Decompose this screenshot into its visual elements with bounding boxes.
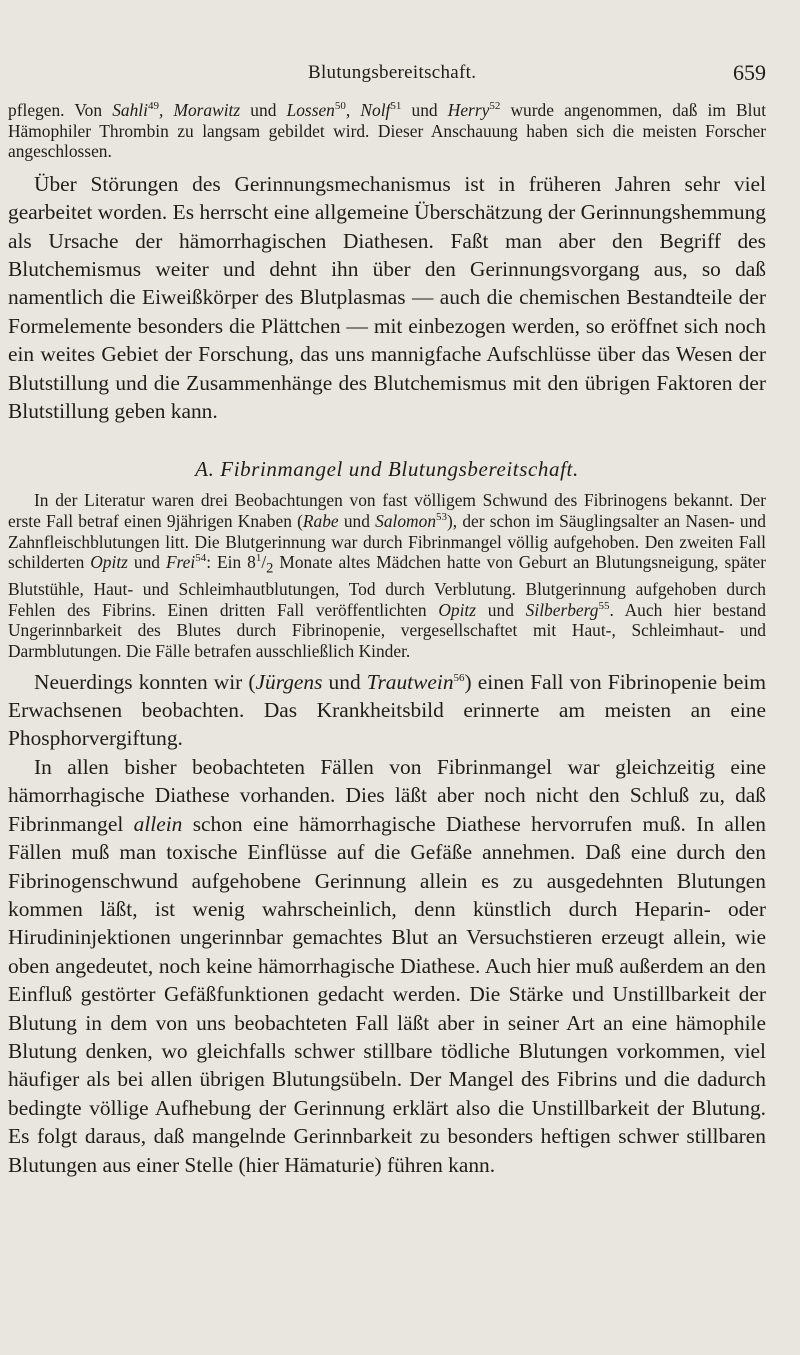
text-run: und <box>476 599 526 620</box>
footnote-ref: 50 <box>334 100 346 113</box>
page-number: 659 <box>733 60 766 85</box>
text-run: ), der schon im Säuglingsalter an Nasen- und Zahnfleischblutungen litt. Die Blutgerinnung war durch Fibrinmangel völlig aufgehoben. Den zweiten Fall schilderten <box>8 511 766 573</box>
author-name: Nolf <box>360 100 391 120</box>
footnote-ref: 49 <box>147 100 159 113</box>
text-run: wurde angenommen, daß im Blut Hämophiler Thrombin zu langsam gebildet wird. Dieser Anschauung haben sich die meisten Forscher angeschlossen. <box>8 100 767 162</box>
text-run: und <box>401 100 448 120</box>
text-run: und <box>240 100 287 120</box>
author-name: Trautwein <box>366 669 454 694</box>
text-run: und <box>127 552 166 573</box>
paragraph-continuation <box>8 100 766 162</box>
paragraph-literatur: In der Literatur waren drei Beobachtungen von fast völligem Schwund des Fibrinogens bekannt. Der erste Fall betraf einen 9jährigen Knaben (Rabe und Salomon$^{53}$), der schon im Säuglingsalter an Nasen- und Zahnfleischblutungen litt. Die Blutgerinnung war durch Fibrinmangel völlig aufgehoben. Den zweiten Fall schilderten Opitz und Frei$^{54}$: Ein $8^1/_2$ Monate altes Mädchen hatte von Geburt an Blutungsneigung, später Blutstühle, Haut- und Schleimhautblutungen, Tod durch Verblutung. Blutgerinnung aufgehoben durch Fehlen des Fibrins. Einen dritten Fall veröffentlichten Opitz und Silberberg$^{55}$. Auch hier bestand Ungerinnbarkeit des Blutes durch Fibrinopenie, vergesellschaftet mit Haut-, Schleimhaut- und Darmblutungen. Die Fälle betrafen ausschließlich Kinder. <box>8 490 766 662</box>
text-run: Neuerdings konnten wir ( <box>34 669 256 694</box>
text-run: . Auch hier bestand Ungerinnbarkeit des Blutes durch Fibrinopenie, vergesellschaftet mit Haut-, Schleimhaut- und Darmblutungen. Die Fälle betrafen ausschließlich Kinder. <box>8 599 766 662</box>
page-header <box>8 60 766 100</box>
text-run: In allen bisher beobachteten Fällen von Fibrinmangel war gleichzeitig eine hämorrhagische Diathese vorhanden. Dies läßt aber noch nicht den Schluß zu, daß Fibrinmangel <box>8 754 766 836</box>
text-run: und <box>322 669 367 694</box>
paragraph-neuerdings <box>8 668 766 753</box>
emphasis: allein <box>133 811 183 836</box>
text-run: und <box>338 511 376 532</box>
footnote-ref: 56 <box>453 671 465 684</box>
footnote-ref: 53 <box>436 511 448 524</box>
author-name: Opitz <box>90 552 128 573</box>
author-name: Jürgens <box>255 669 323 694</box>
author-name: Herry <box>447 100 490 120</box>
footnote-ref: 55 <box>598 600 610 613</box>
section-heading: A. Fibrinmangel und Blutungsbereitschaft. <box>195 457 579 482</box>
paragraph-gerinnung: Über Störungen des Gerinnungsmechanismus ist in früheren Jahren sehr viel gearbeitet worden. Es herrscht eine allgemeine Überschätzung der Gerinnungshemmung als Ursache der hämorrhagischen Diathesen. Faßt man aber den Begriff des Blutchemismus weiter und dehnt ihn über den Gerinnungsvorgang aus, so daß namentlich die Eiweißkörper des Blutplasmas — auch die chemischen Bestandteile der Formelemente besonders die Plättchen — mit einbezogen werden, so eröffnet sich noch ein weites Gebiet der Forschung, das uns mannigfache Aufschlüsse über das Wesen der Blutstillung und die Zusammenhänge des Blutchemismus mit den übrigen Faktoren der Blutstillung geben kann. <box>8 171 766 424</box>
text-run: , <box>158 100 174 120</box>
author-name: Opitz <box>438 599 477 620</box>
author-name: Salomon <box>375 511 437 532</box>
running-head: Blutungsbereitschaft. <box>308 62 477 83</box>
author-name: Sahli <box>112 100 148 120</box>
author-name: Frei <box>165 552 196 573</box>
author-name: Rabe <box>302 511 339 532</box>
footnote-ref: 54 <box>195 552 207 565</box>
footnote-ref: 51 <box>390 100 402 113</box>
footnote-ref: 52 <box>489 100 501 113</box>
fraction-denominator: 2 <box>266 560 274 577</box>
text-run: ) einen Fall von Fibrinopenie beim Erwachsenen beobachten. Das Krankheitsbild erinnerte am meisten an eine Phosphorvergiftung. <box>8 669 766 751</box>
spacer <box>8 162 766 170</box>
fraction-numerator: 1 <box>255 552 262 565</box>
text-run: In der Literatur waren drei Beobachtungen von fast völligem Schwund des Fibrinogens bekannt. Der erste Fall betraf einen 9jährigen Knaben ( <box>8 490 766 532</box>
author-name: Lossen <box>286 100 335 120</box>
text-run: schon eine hämorrhagische Diathese hervorrufen muß. In allen Fällen muß man toxische Einflüsse auf die Gefäße annehmen. Daß eine durch den Fibrinogenschwund aufgehobene Gerinnung allein es zu ausgedehnten Blutungen kommen läßt, ist wenig wahrscheinlich, denn künstlich durch Heparin- oder Hirudininjektionen ungerinnbar gemachtes Blut an Versuchstieren erzeugt allein, wie oben angedeutet, noch keine hämorrhagische Diathese. Auch hier muß außerdem an den Einfluß gestörter Gefäßfunktionen gedacht werden. Die Stärke und Unstillbarkeit der Blutung in dem von uns beobachteten Fall läßt aber in seiner Art an eine hämophile Blutung denken, wo gleichfalls schwer stillbare tödliche Blutungen vorkommen, viel häufiger als bei allen übrigen Blutungsübeln. Der Mangel des Fibrins und die dadurch bedingte völlige Aufhebung der Gerinnung erklärt also die Unstillbarkeit der Blutung. Es folgt daraus, daß mangelnde Gerinnbarkeit zu besonders heftigen schwer stillbaren Blutungen aus einer Stelle (hier Hämaturie) führen kann. <box>8 811 767 1177</box>
paragraph-fibrinmangel <box>8 753 766 1179</box>
text-run: , <box>345 100 361 120</box>
text-run: pflegen. Von <box>8 100 113 120</box>
author-name: Silberberg <box>525 599 599 620</box>
author-name: Morawitz <box>173 100 241 120</box>
text-run: : Ein 8 <box>206 552 256 573</box>
text-run: Monate altes Mädchen hatte von Geburt an Blutungsneigung, später Blutstühle, Haut- und Schleimhautblutungen, Tod durch Verblutung. Blutgerinnung aufgehoben durch Fehlen des Fibrins. Einen dritten Fall veröffentlichten <box>8 552 766 620</box>
